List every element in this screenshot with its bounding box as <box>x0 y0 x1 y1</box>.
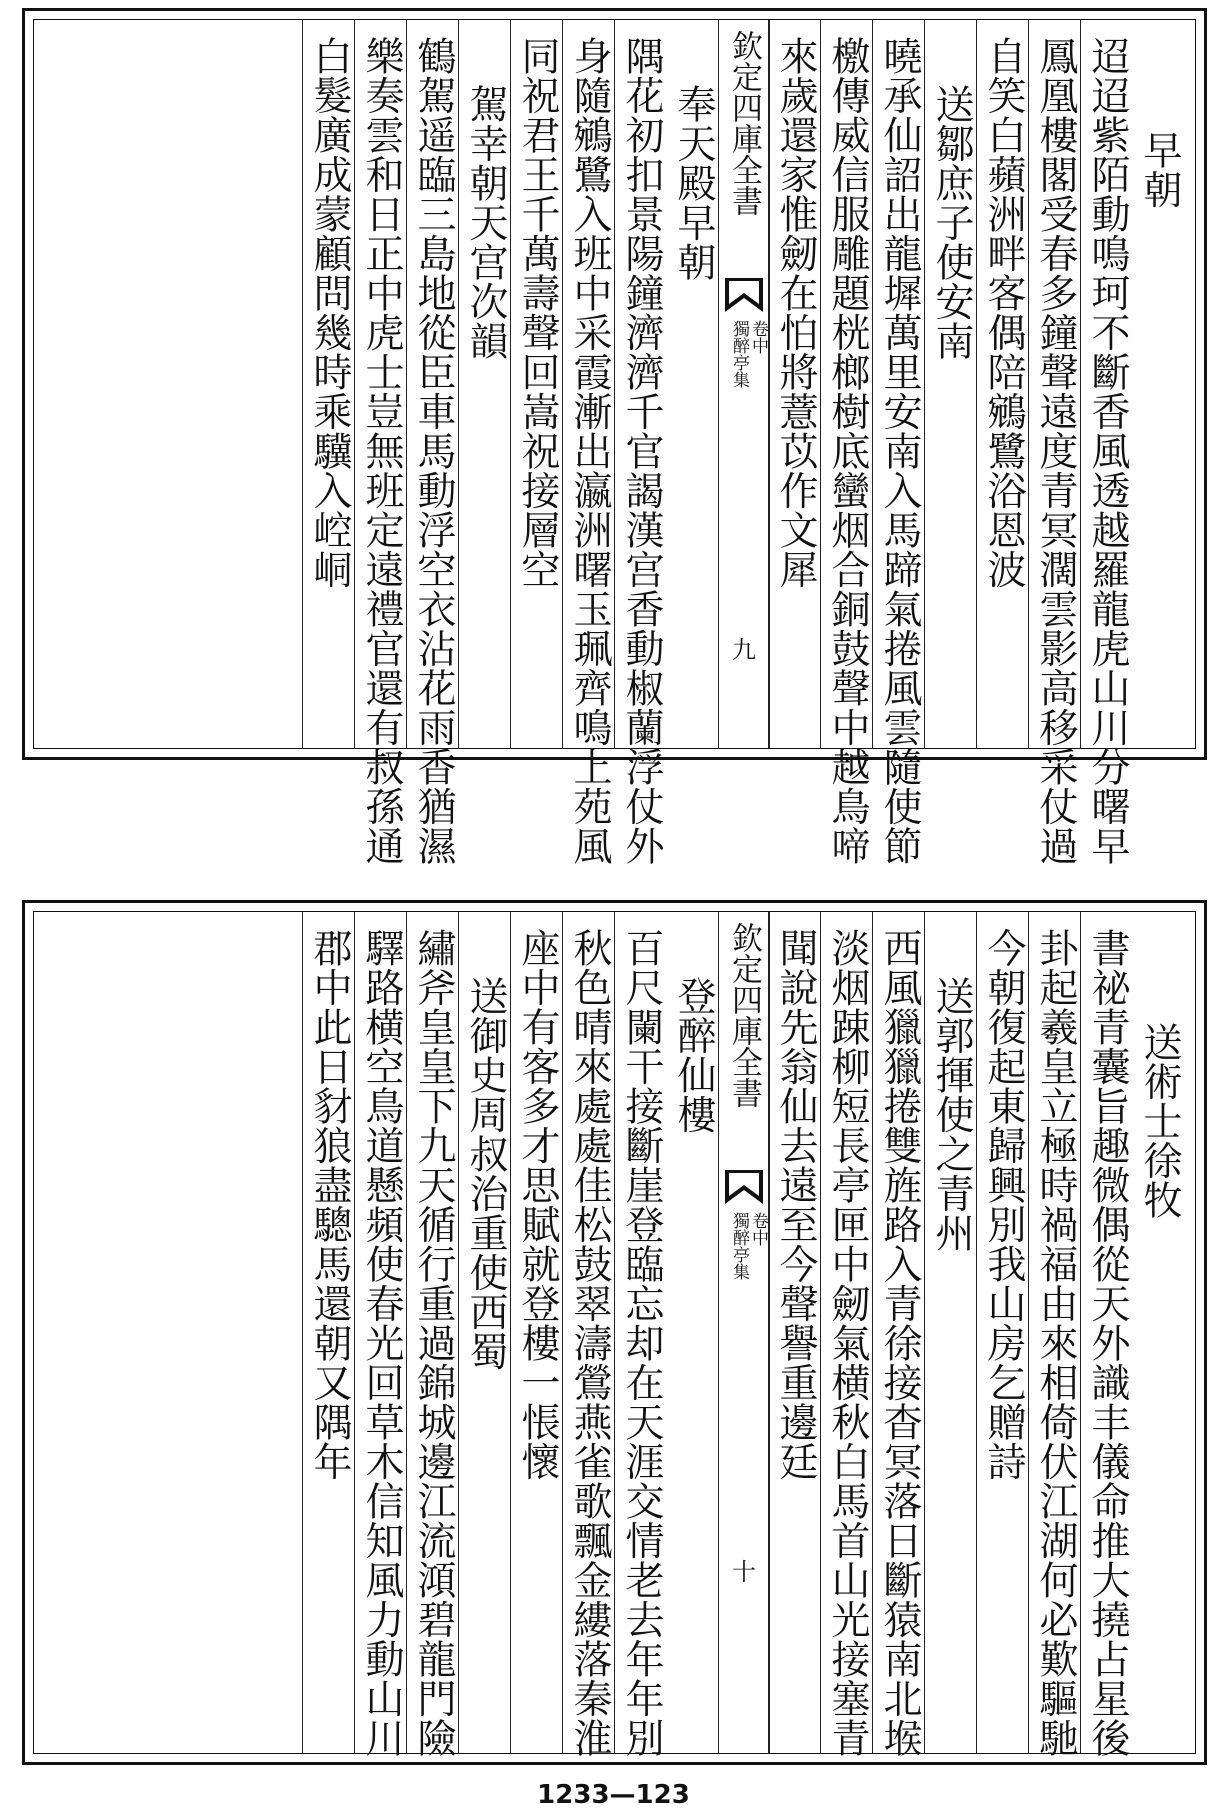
column-rule <box>354 20 355 748</box>
column-rule <box>924 20 925 748</box>
poem-line <box>976 912 1028 1753</box>
column-rule <box>924 912 925 1753</box>
poem-line <box>1028 20 1080 866</box>
column-text: 自笑白蘋洲畔客偶陪鵷鷺浴恩波 <box>981 36 1026 589</box>
poem-line <box>1080 20 1132 866</box>
poem-line <box>614 912 666 1758</box>
column-rule <box>1080 912 1081 1753</box>
column-rule <box>614 20 615 748</box>
bottom-page <box>22 900 1207 1765</box>
column-text: 迢迢紫陌動鳴珂不斷香風透越羅龍虎山川分曙早 <box>1085 36 1130 866</box>
poem-line <box>562 912 614 1758</box>
column-rule <box>872 20 873 748</box>
column-rule <box>354 912 355 1753</box>
page-number: 九 <box>732 636 756 664</box>
column-rule <box>458 20 459 748</box>
column-text: 今朝復起東歸興別我山房乞贈詩 <box>981 928 1026 1481</box>
volume-label: 卷中 <box>748 320 768 354</box>
column-text: 驛路横空鳥道懸頻使春光回草木信知風力動山川 <box>359 928 404 1758</box>
column-text: 卦起羲皇立極時禍福由來相倚伏江湖何必歎驅馳 <box>1033 928 1078 1758</box>
collection-title: 欽定四庫全書 <box>726 30 762 216</box>
column-text: 來歲還家惟劒在怕將薏苡作文犀 <box>773 36 818 589</box>
column-text: 登醉仙樓 <box>671 976 716 1134</box>
column-text: 早朝 <box>1137 130 1182 209</box>
poem-line <box>354 20 406 866</box>
center-fold-column <box>718 912 770 1753</box>
column-text: 曉承仙詔出龍墀萬里安南入馬蹄氣捲風雲隨使節 <box>877 36 922 866</box>
column-text: 白髮廣成蒙顧問幾時乘驥入崆峒 <box>307 36 352 589</box>
page-number: 十 <box>732 1558 756 1586</box>
column-text: 奉天殿早朝 <box>671 84 716 282</box>
column-rule <box>872 912 873 1753</box>
column-text: 書祕青囊旨趣微偶從天外識丰儀命推大撓占星後 <box>1085 928 1130 1758</box>
column-rule <box>614 912 615 1753</box>
poem-line <box>872 20 924 866</box>
poem-line <box>406 912 458 1758</box>
column-rule <box>976 20 977 748</box>
column-text: 淡烟踈柳短長亭匣中劒氣横秋白馬首山光接塞青 <box>825 928 870 1758</box>
column-rule <box>406 912 407 1753</box>
book-title: 獨醉亭集 <box>729 1212 749 1280</box>
column-rule <box>562 20 563 748</box>
column-text: 樂奏雲和日正中虎士豈無班定遠禮官還有叔孫通 <box>359 36 404 866</box>
poem-title <box>666 912 718 1753</box>
poem-line <box>406 20 458 866</box>
poem-title <box>458 20 510 748</box>
poem-title <box>1132 912 1184 1753</box>
column-rule <box>1028 20 1029 748</box>
top-page <box>22 8 1207 866</box>
page-footer-number: 1233—123 <box>537 1780 690 1810</box>
poem-line <box>976 20 1028 748</box>
column-rule <box>562 912 563 1753</box>
poem-line <box>510 912 562 1753</box>
column-text: 送郭揮使之青州 <box>929 976 974 1253</box>
poem-title <box>1132 20 1184 748</box>
volume-label: 卷中 <box>748 1212 768 1246</box>
poem-title <box>924 20 976 748</box>
poem-line <box>510 20 562 748</box>
poem-line <box>1080 912 1132 1758</box>
fish-tail-mark-icon <box>725 278 763 312</box>
column-text: 秋色晴來處處佳松鼓翠濤鶯燕雀歌飄金縷落秦淮 <box>567 928 612 1758</box>
column-rule <box>1080 20 1081 748</box>
poem-line <box>820 912 872 1758</box>
top-page-inner-frame <box>33 19 1196 866</box>
poem-line <box>562 20 614 866</box>
column-text: 百尺闌干接斷崖登臨忘却在天涯交情老去年年別 <box>619 928 664 1758</box>
poem-line <box>614 20 666 866</box>
column-text: 郡中此日豺狼盡驄馬還朝又隅年 <box>307 928 352 1481</box>
column-text: 繡斧皇皇下九天循行重過錦城邊江流澒碧龍門險 <box>411 928 456 1758</box>
poem-line <box>872 912 924 1758</box>
column-text: 送鄒庶子使安南 <box>929 84 974 361</box>
poem-line <box>1028 912 1080 1758</box>
center-fold-column <box>718 20 770 748</box>
column-text: 隅花初扣景陽鐘濟濟千官謁漢宫香動椒蘭浮仗外 <box>619 36 664 866</box>
collection-title: 欽定四庫全書 <box>726 922 762 1108</box>
column-text: 鶴駕遥臨三島地從臣車馬動浮空衣沾花雨香猶濕 <box>411 36 456 866</box>
poem-title <box>666 20 718 748</box>
column-rule <box>406 20 407 748</box>
poem-line <box>354 912 406 1758</box>
column-text: 身隨鵷鷺入班中采霞漸出瀛洲曙玉珮齊鳴上苑風 <box>567 36 612 866</box>
column-rule <box>976 912 977 1753</box>
column-rule <box>302 912 303 1753</box>
column-text: 送術士徐牧 <box>1137 1022 1182 1220</box>
book-title: 獨醉亭集 <box>729 320 749 388</box>
poem-line <box>768 912 820 1753</box>
poem-line <box>768 20 820 748</box>
column-rule <box>510 20 511 748</box>
column-text: 送御史周叔治重使西蜀 <box>463 976 508 1371</box>
poem-line <box>302 912 354 1753</box>
column-text: 聞說先翁仙去遠至今聲譽重邊廷 <box>773 928 818 1481</box>
bottom-page-inner-frame <box>33 911 1196 1758</box>
poem-line <box>820 20 872 866</box>
column-text: 駕幸朝天宫次韻 <box>463 84 508 361</box>
column-rule <box>820 20 821 748</box>
column-rule <box>302 20 303 748</box>
poem-line <box>302 20 354 748</box>
column-rule <box>1028 912 1029 1753</box>
column-rule <box>510 912 511 1753</box>
column-rule <box>820 912 821 1753</box>
column-text: 座中有客多才思賦就登樓一悵懷 <box>515 928 560 1481</box>
column-text: 西風獵獵捲雙旌路入青徐接杳冥落日斷猿南北堠 <box>877 928 922 1758</box>
column-text: 同祝君王千萬壽聲回嵩祝接層空 <box>515 36 560 589</box>
column-rule <box>458 912 459 1753</box>
poem-title <box>924 912 976 1753</box>
poem-title <box>458 912 510 1753</box>
fish-tail-mark-icon <box>725 1170 763 1204</box>
column-text: 檄傳威信服雕題桄榔樹底蠻烟合銅鼓聲中越鳥啼 <box>825 36 870 866</box>
column-text: 鳳凰樓閣受春多鐘聲遠度青冥濶雲影高移采仗過 <box>1033 36 1078 866</box>
